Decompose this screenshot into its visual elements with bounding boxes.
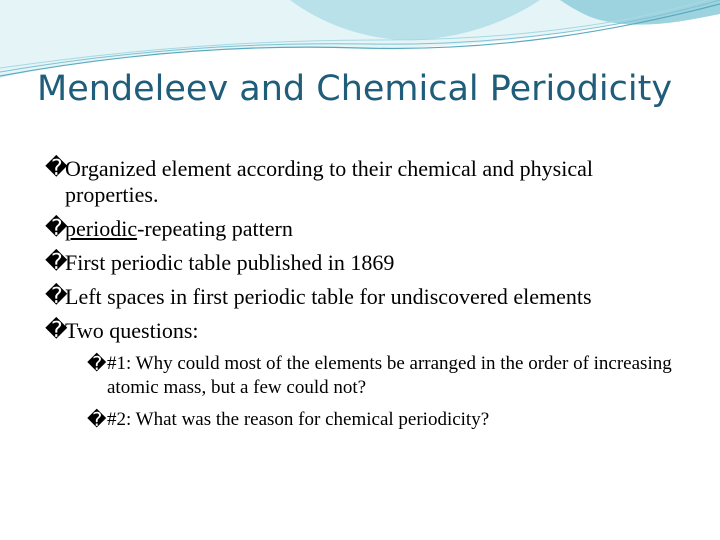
bullet-item [45,250,685,276]
bullet-text: Organized element according to their chemical and physical properties. [65,156,593,207]
bullet-glyph-icon: � [87,353,107,375]
bullet-item [45,318,685,344]
bullet-glyph-icon: � [45,156,68,181]
sub-bullet-item [87,408,685,432]
bullet-item [45,156,685,208]
bullet-glyph-icon: � [45,284,68,309]
bullet-text: #2: What was the reason for chemical periodicity? [107,409,490,430]
bullet-glyph-icon: � [45,216,68,241]
bullet-text: Left spaces in first periodic table for undiscovered elements [65,284,592,309]
bullet-text: Two questions: [65,318,199,343]
bullet-item [45,216,685,242]
bullet-text: #1: Why could most of the elements be arranged in the order of increasing atomic mass, but a few could not? [107,353,672,398]
sub-bullet-item [87,352,685,400]
bullet-text: First periodic table published in 1869 [65,250,395,275]
bullet-item [45,284,685,310]
bullet-glyph-icon: � [45,318,68,343]
bullet-text: -repeating pattern [137,216,293,241]
bullet-glyph-icon: � [45,250,68,275]
bullet-list [45,156,685,440]
slide-title: Mendeleev and Chemical Periodicity [37,69,673,109]
underlined-term: periodic [65,216,138,241]
bullet-glyph-icon: � [87,409,107,431]
